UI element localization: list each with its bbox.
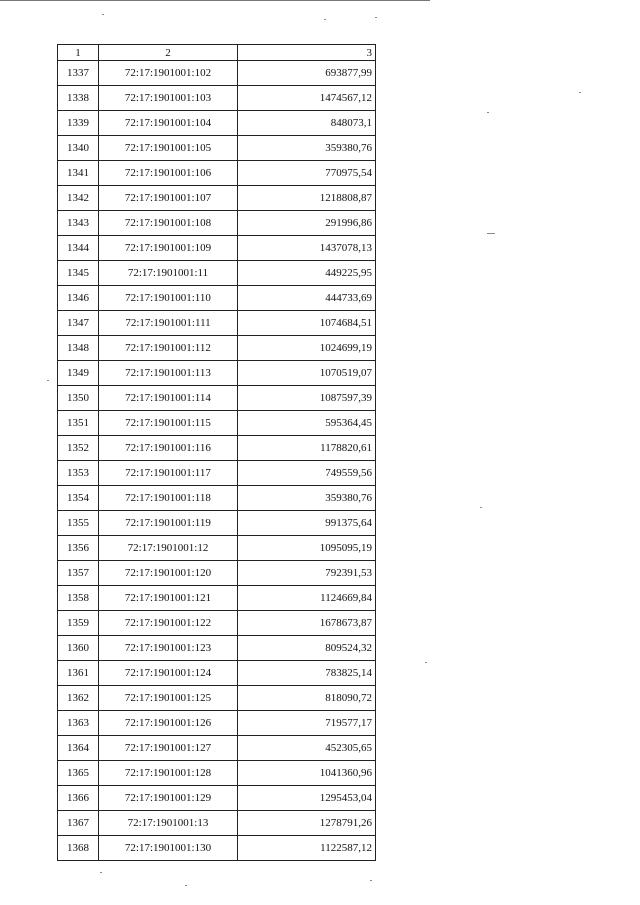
scan-speck: [480, 507, 482, 508]
table-row: [58, 111, 376, 136]
row-number-cell: 1355: [58, 511, 99, 536]
table-row: [58, 461, 376, 486]
value-cell: 1278791,26: [238, 811, 376, 836]
column-header-3: 3: [238, 45, 376, 61]
cadastral-number-cell: 72:17:1901001:124: [99, 661, 238, 686]
table-row: [58, 686, 376, 711]
scan-speck: [324, 19, 326, 20]
cadastral-number-cell: 72:17:1901001:120: [99, 561, 238, 586]
scan-speck: [100, 872, 102, 873]
row-number-cell: 1366: [58, 786, 99, 811]
table-row: [58, 761, 376, 786]
row-number-cell: 1338: [58, 86, 99, 111]
scan-speck: [375, 17, 377, 18]
row-number-cell: 1360: [58, 636, 99, 661]
table-row: [58, 836, 376, 861]
row-number-cell: 1359: [58, 611, 99, 636]
row-number-cell: 1345: [58, 261, 99, 286]
row-number-cell: 1349: [58, 361, 99, 386]
row-number-cell: 1347: [58, 311, 99, 336]
value-cell: 1678673,87: [238, 611, 376, 636]
row-number-cell: 1356: [58, 536, 99, 561]
cadastral-number-cell: 72:17:1901001:118: [99, 486, 238, 511]
cadastral-number-cell: 72:17:1901001:105: [99, 136, 238, 161]
cadastral-number-cell: 72:17:1901001:12: [99, 536, 238, 561]
row-number-cell: 1364: [58, 736, 99, 761]
cadastral-number-cell: 72:17:1901001:123: [99, 636, 238, 661]
value-cell: 359380,76: [238, 136, 376, 161]
value-cell: 1122587,12: [238, 836, 376, 861]
row-number-cell: 1337: [58, 61, 99, 86]
row-number-cell: 1346: [58, 286, 99, 311]
cadastral-number-cell: 72:17:1901001:128: [99, 761, 238, 786]
value-cell: 452305,65: [238, 736, 376, 761]
table-row: [58, 611, 376, 636]
cadastral-number-cell: 72:17:1901001:108: [99, 211, 238, 236]
scan-speck: [425, 662, 427, 663]
value-cell: 1178820,61: [238, 436, 376, 461]
value-cell: 1474567,12: [238, 86, 376, 111]
cadastral-number-cell: 72:17:1901001:130: [99, 836, 238, 861]
row-number-cell: 1363: [58, 711, 99, 736]
value-cell: 848073,1: [238, 111, 376, 136]
row-number-cell: 1361: [58, 661, 99, 686]
table-row: [58, 786, 376, 811]
table-row: [58, 311, 376, 336]
scan-speck: [185, 885, 187, 886]
value-cell: 1095095,19: [238, 536, 376, 561]
table-row: [58, 186, 376, 211]
scan-speck: [487, 233, 495, 234]
table-row: [58, 136, 376, 161]
value-cell: 291996,86: [238, 211, 376, 236]
value-cell: 449225,95: [238, 261, 376, 286]
row-number-cell: 1344: [58, 236, 99, 261]
table-body: [58, 61, 376, 861]
table-row: [58, 511, 376, 536]
row-number-cell: 1365: [58, 761, 99, 786]
value-cell: 1124669,84: [238, 586, 376, 611]
page-top-rule: [0, 0, 430, 1]
value-cell: 693877,99: [238, 61, 376, 86]
cadastral-number-cell: 72:17:1901001:111: [99, 311, 238, 336]
value-cell: 818090,72: [238, 686, 376, 711]
table-row: [58, 736, 376, 761]
table-row: [58, 636, 376, 661]
cadastral-number-cell: 72:17:1901001:119: [99, 511, 238, 536]
cadastral-number-cell: 72:17:1901001:107: [99, 186, 238, 211]
cadastral-number-cell: 72:17:1901001:110: [99, 286, 238, 311]
row-number-cell: 1342: [58, 186, 99, 211]
value-cell: 1041360,96: [238, 761, 376, 786]
scan-speck: [370, 880, 372, 881]
value-cell: 991375,64: [238, 511, 376, 536]
value-cell: 719577,17: [238, 711, 376, 736]
value-cell: 1070519,07: [238, 361, 376, 386]
value-cell: 809524,32: [238, 636, 376, 661]
cadastral-number-cell: 72:17:1901001:125: [99, 686, 238, 711]
cadastral-number-cell: 72:17:1901001:126: [99, 711, 238, 736]
cadastral-number-cell: 72:17:1901001:114: [99, 386, 238, 411]
row-number-cell: 1352: [58, 436, 99, 461]
table-row: [58, 236, 376, 261]
table-row: [58, 486, 376, 511]
table-row: [58, 336, 376, 361]
row-number-cell: 1348: [58, 336, 99, 361]
table-row: [58, 211, 376, 236]
cadastral-number-cell: 72:17:1901001:127: [99, 736, 238, 761]
table-row: [58, 661, 376, 686]
cadastral-number-cell: 72:17:1901001:104: [99, 111, 238, 136]
table-row: [58, 161, 376, 186]
value-cell: 1024699,19: [238, 336, 376, 361]
value-cell: 444733,69: [238, 286, 376, 311]
scan-speck: [102, 14, 104, 15]
cadastral-number-cell: 72:17:1901001:112: [99, 336, 238, 361]
cadastral-number-cell: 72:17:1901001:129: [99, 786, 238, 811]
table-row: [58, 411, 376, 436]
table-row: [58, 436, 376, 461]
row-number-cell: 1354: [58, 486, 99, 511]
table-row: [58, 386, 376, 411]
cadastral-number-cell: 72:17:1901001:11: [99, 261, 238, 286]
value-cell: 1295453,04: [238, 786, 376, 811]
scan-speck: [487, 112, 489, 113]
cadastral-number-cell: 72:17:1901001:113: [99, 361, 238, 386]
cadastral-number-cell: 72:17:1901001:121: [99, 586, 238, 611]
table-row: [58, 286, 376, 311]
value-cell: 1087597,39: [238, 386, 376, 411]
value-cell: 783825,14: [238, 661, 376, 686]
value-cell: 1074684,51: [238, 311, 376, 336]
column-header-1: 1: [58, 45, 99, 61]
column-header-2: 2: [99, 45, 238, 61]
value-cell: 359380,76: [238, 486, 376, 511]
table-row: [58, 561, 376, 586]
row-number-cell: 1351: [58, 411, 99, 436]
row-number-cell: 1340: [58, 136, 99, 161]
table-row: [58, 86, 376, 111]
cadastral-number-cell: 72:17:1901001:102: [99, 61, 238, 86]
cadastral-number-cell: 72:17:1901001:122: [99, 611, 238, 636]
table-row: [58, 261, 376, 286]
value-cell: 770975,54: [238, 161, 376, 186]
table-row: [58, 61, 376, 86]
scan-speck: [47, 380, 49, 381]
cadastral-number-cell: 72:17:1901001:13: [99, 811, 238, 836]
row-number-cell: 1368: [58, 836, 99, 861]
row-number-cell: 1339: [58, 111, 99, 136]
cadastral-number-cell: 72:17:1901001:109: [99, 236, 238, 261]
cadastral-value-table: [57, 44, 376, 861]
table-row: [58, 361, 376, 386]
value-cell: 1437078,13: [238, 236, 376, 261]
row-number-cell: 1341: [58, 161, 99, 186]
row-number-cell: 1358: [58, 586, 99, 611]
table-row: [58, 811, 376, 836]
row-number-cell: 1367: [58, 811, 99, 836]
row-number-cell: 1362: [58, 686, 99, 711]
table-row: [58, 536, 376, 561]
value-cell: 595364,45: [238, 411, 376, 436]
cadastral-number-cell: 72:17:1901001:115: [99, 411, 238, 436]
value-cell: 792391,53: [238, 561, 376, 586]
table-header-row: [58, 45, 376, 61]
table-row: [58, 711, 376, 736]
value-cell: 1218808,87: [238, 186, 376, 211]
scan-speck: [579, 92, 581, 93]
value-cell: 749559,56: [238, 461, 376, 486]
row-number-cell: 1357: [58, 561, 99, 586]
cadastral-number-cell: 72:17:1901001:117: [99, 461, 238, 486]
row-number-cell: 1350: [58, 386, 99, 411]
cadastral-number-cell: 72:17:1901001:103: [99, 86, 238, 111]
row-number-cell: 1353: [58, 461, 99, 486]
cadastral-number-cell: 72:17:1901001:116: [99, 436, 238, 461]
cadastral-number-cell: 72:17:1901001:106: [99, 161, 238, 186]
table-row: [58, 586, 376, 611]
row-number-cell: 1343: [58, 211, 99, 236]
